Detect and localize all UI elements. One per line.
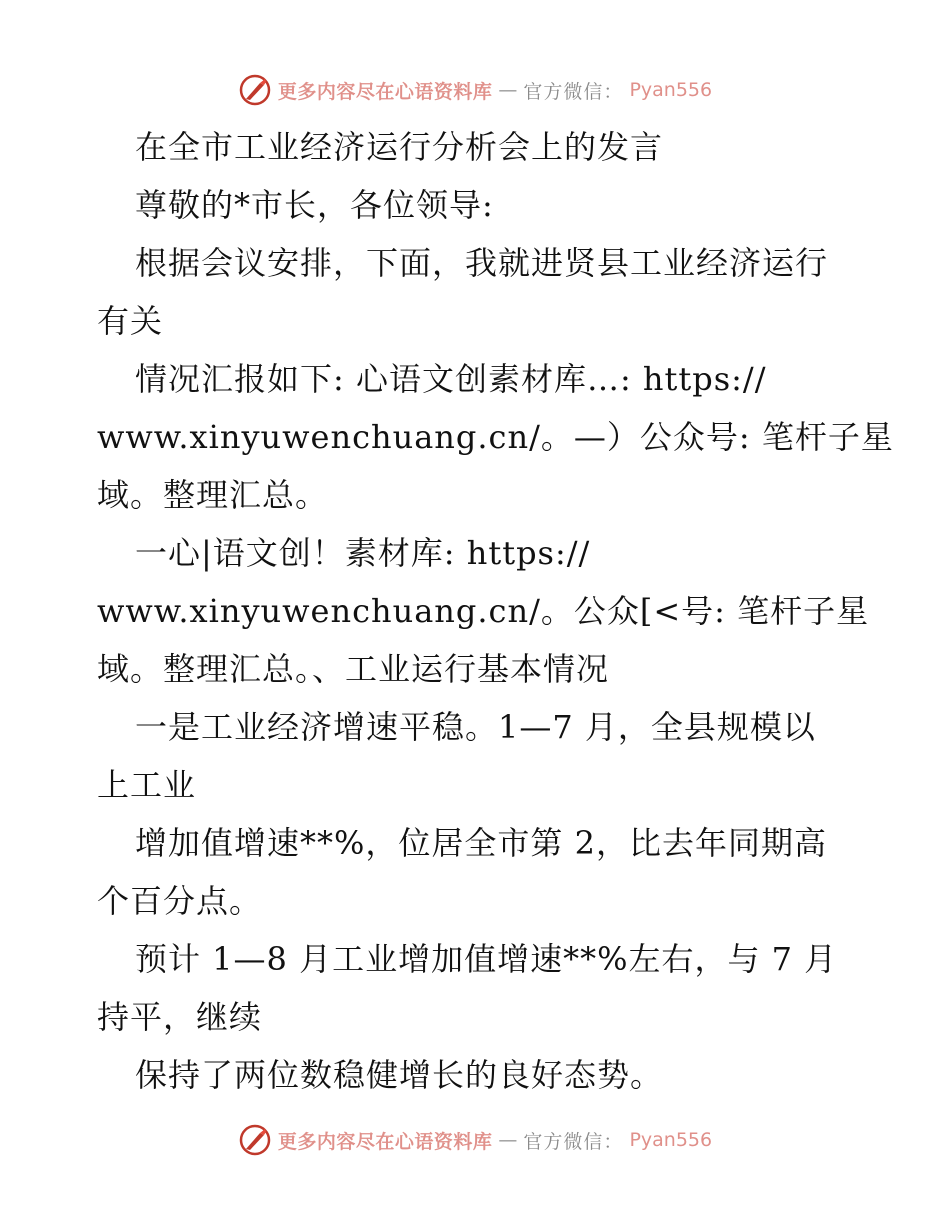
paragraph-line: 上工业	[97, 766, 197, 804]
paragraph-line: 情况汇报如下: 心语文创素材库…: https://	[135, 360, 767, 398]
paragraph-line: www.xinyuwenchuang.cn/。—）公众号: 笔杆子星	[97, 418, 894, 456]
paragraph-line: 一心|语文创！素材库: https://	[135, 534, 591, 572]
paragraph-line: 个百分点。	[97, 882, 263, 920]
paragraph-line: 域。整理汇总。	[97, 476, 329, 514]
document-body	[97, 118, 894, 1104]
paragraph-line: 根据会议安排，下面，我就进贤县工业经济运行	[135, 244, 829, 282]
banner-brand-text: 更多内容尽在心语资料库	[277, 80, 493, 103]
quill-logo-icon	[238, 1123, 272, 1157]
banner-brand-text: 更多内容尽在心语资料库	[277, 1130, 493, 1153]
paragraph-line: 增加值增速**%，位居全市第 2，比去年同期高	[135, 824, 827, 862]
document-title: 在全市工业经济运行分析会上的发言	[135, 128, 664, 166]
section-heading-line: 域。整理汇总。、工业运行基本情况	[97, 650, 610, 688]
salutation: 尊敬的*市长，各位领导:	[135, 186, 494, 224]
banner-separator: —	[498, 79, 518, 101]
banner-separator: —	[498, 1129, 518, 1151]
paragraph-line: 预计 1—8 月工业增加值增速**%左右，与 7 月	[135, 940, 838, 978]
banner-wechat-id: Pyan556	[629, 1129, 713, 1151]
paragraph-line: www.xinyuwenchuang.cn/。公众[<号: 笔杆子星	[97, 592, 870, 630]
banner-wechat-id: Pyan556	[629, 79, 713, 101]
paragraph-line: 持平，继续	[97, 998, 263, 1036]
paragraph-line: 有关	[97, 302, 164, 340]
footer-banner	[0, 1120, 950, 1160]
banner-official-label: 官方微信：	[523, 80, 624, 103]
header-banner	[0, 70, 950, 110]
banner-official-label: 官方微信：	[523, 1130, 624, 1153]
paragraph-line: 保持了两位数稳健增长的良好态势。	[135, 1056, 664, 1094]
quill-logo-icon	[238, 73, 272, 107]
paragraph-line: 一是工业经济增速平稳。1—7 月，全县规模以	[135, 708, 816, 746]
